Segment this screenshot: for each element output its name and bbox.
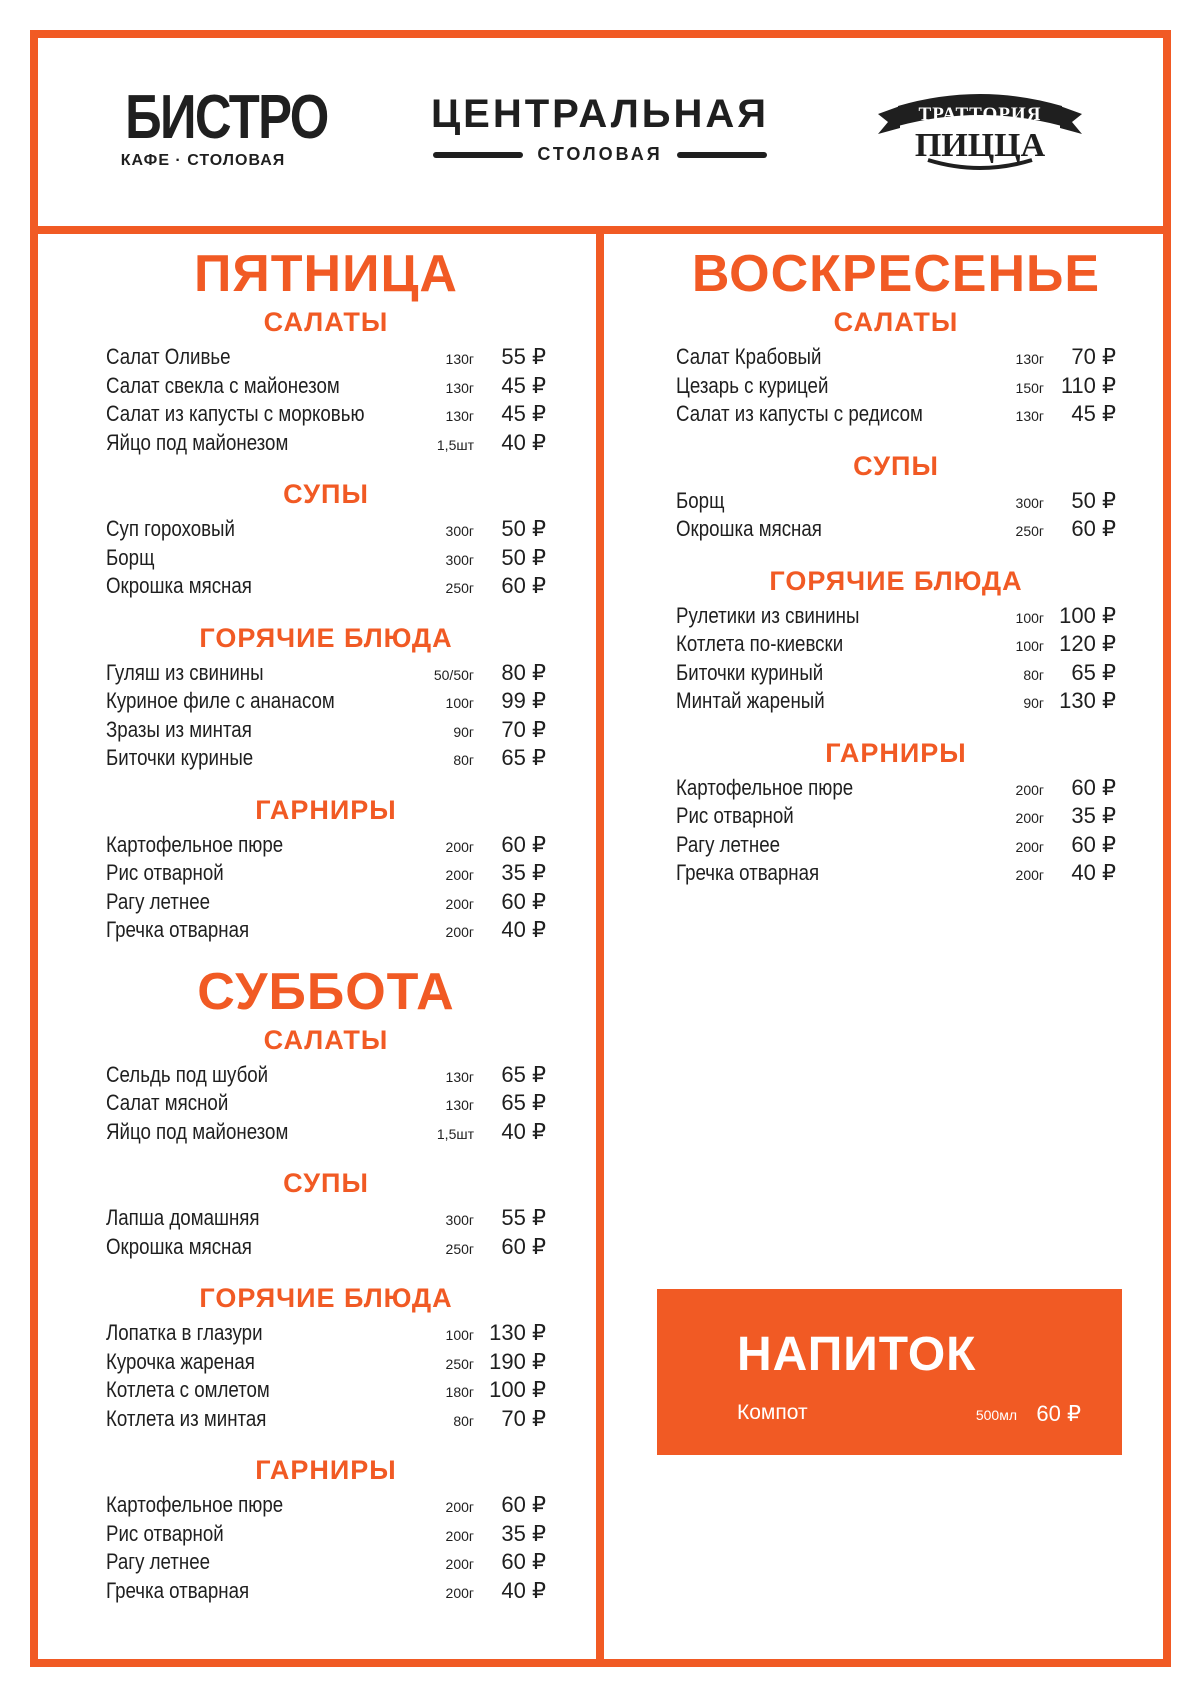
menu-item-price: 120 ₽ [1059,631,1116,656]
menu-item-name: Салат свекла с майонезом [106,372,340,398]
menu-item [106,344,546,373]
menu-item-weight: 130г [445,379,474,396]
menu-item [106,1549,546,1578]
column-divider [596,226,604,1667]
menu-item-price: 40 ₽ [501,1118,546,1144]
menu-item-price: 65 ₽ [501,1061,546,1087]
menu-item-price: 55 ₽ [501,344,546,369]
pizza-logo [870,84,1090,174]
saturday-title: СУББОТА [197,962,455,1021]
menu-item [676,344,1116,373]
menu-item-price: 65 ₽ [501,745,546,770]
menu-item [676,603,1116,632]
menu-item-price: 35 ₽ [501,1520,546,1546]
menu-item [106,573,546,602]
menu-item-name: Курочка жареная [106,1348,255,1374]
menu-item-weight: 300г [445,523,474,539]
menu-item-name: Картофельное пюре [106,1492,284,1517]
menu-item-weight: 90г [1023,695,1044,711]
central-logo-title: ЦЕНТРАЛЬНАЯ [430,92,770,136]
central-logo [410,92,790,165]
menu-item [106,860,546,889]
menu-item-weight: 150г [1015,379,1044,396]
menu-item-price: 70 ₽ [501,1405,546,1431]
menu-item-price: 130 ₽ [1059,688,1116,713]
menu-item-price: 45 ₽ [501,372,546,398]
menu-item-weight: 130г [1015,408,1044,424]
menu-item-name: Котлета из минтая [106,1405,267,1431]
menu-item-price: 130 ₽ [489,1320,546,1345]
menu-item-price: 50 ₽ [501,544,546,570]
sunday-soups-list [676,488,1116,545]
menu-item [106,430,546,459]
friday-soups-title: СУПЫ [283,479,369,509]
friday-hot-list [106,660,546,774]
menu-item [676,516,1116,545]
menu-item-weight: 200г [445,838,474,855]
menu-item-weight: 200г [445,1556,474,1572]
pizza-logo-emblem [870,84,1090,174]
menu-item-price: 60 ₽ [501,831,546,857]
menu-item-name: Рис отварной [106,860,224,885]
menu-item-name: Картофельное пюре [106,831,284,857]
menu-item-weight: 80г [453,1412,474,1429]
saturday-salads-title: САЛАТЫ [263,1024,389,1055]
bistro-logo-title: БИСТРО [125,83,328,152]
menu-item-name: Рис отварной [106,1520,224,1546]
menu-item-name: Гречка отварная [676,860,820,885]
menu-item-price: 60 ₽ [501,573,546,598]
menu-item-name: Салат Крабовый [676,344,822,369]
menu-item-weight: 1,5шт [436,436,474,453]
menu-item [106,1062,546,1091]
menu-item-price: 40 ₽ [501,429,546,455]
menu-item-price: 40 ₽ [501,1577,546,1603]
menu-item [106,373,546,402]
sunday-salads-list [676,344,1116,430]
menu-item-weight: 80г [453,752,474,768]
friday-salads-list [106,344,546,458]
menu-item-weight: 200г [1015,867,1044,883]
saturday-hot-title: ГОРЯЧИЕ БЛЮДА [199,1283,453,1313]
menu-item [106,1119,546,1148]
menu-item-price: 40 ₽ [501,917,546,942]
menu-item-weight: 90г [453,723,474,740]
menu-item-price: 60 ₽ [501,1549,546,1574]
menu-item-weight: 200г [445,1499,474,1515]
menu-item-name: Окрошка мясная [106,573,252,598]
menu-item-weight: 50/50г [433,666,474,683]
menu-item [106,1349,546,1378]
drink-price: 60 ₽ [1036,1401,1081,1426]
menu-item-weight: 80г [1023,666,1044,683]
menu-item [106,1578,546,1607]
menu-item-name: Рис отварной [676,803,794,828]
menu-item-weight: 250г [445,1240,474,1257]
menu-item [106,717,546,746]
menu-item-name: Окрошка мясная [676,516,822,541]
menu-item-name: Салат мясной [106,1090,229,1115]
saturday-sides-title: ГАРНИРЫ [255,1455,397,1485]
saturday-hot-list [106,1320,546,1434]
menu-item-price: 55 ₽ [501,1205,546,1230]
drink-box [657,1289,1122,1455]
menu-item-name: Картофельное пюре [676,774,854,800]
menu-item-name: Гречка отварная [106,917,250,942]
menu-item [676,631,1116,660]
menu-item-name: Салат из капусты с морковью [106,401,365,426]
menu-item-price: 60 ₽ [1071,831,1116,857]
menu-item-weight: 100г [445,1327,474,1343]
menu-item [106,1090,546,1119]
menu-item-weight: 200г [445,895,474,912]
menu-item-weight: 250г [1015,523,1044,539]
menu-item [106,660,546,689]
menu-item-price: 60 ₽ [1071,774,1116,800]
menu-item-price: 190 ₽ [489,1348,546,1374]
sunday-hot-title: ГОРЯЧИЕ БЛЮДА [769,565,1023,596]
menu-item-price: 50 ₽ [501,516,546,541]
bistro-logo [108,83,328,170]
menu-item [676,401,1116,430]
menu-item-name: Салат из капусты с редисом [676,401,923,426]
menu-item-name: Сельдь под шубой [106,1061,269,1087]
menu-item-name: Котлета с омлетом [106,1377,270,1402]
menu-item-name: Борщ [106,544,155,570]
sunday-salads-title: САЛАТЫ [833,307,959,337]
menu-item [106,1492,546,1521]
sunday-title: ВОСКРЕСЕНЬЕ [691,245,1101,303]
menu-item [106,545,546,574]
menu-item [676,775,1116,804]
friday-sides-list [106,832,546,946]
friday-soups-list [106,516,546,602]
menu-item [106,1406,546,1435]
menu-item-weight: 130г [445,351,474,367]
menu-item-weight: 1,5шт [436,1125,474,1142]
menu-item [106,917,546,946]
menu-item-weight: 200г [445,924,474,940]
menu-item-name: Куриное филе с ананасом [106,688,335,713]
menu-item-weight: 130г [1015,351,1044,367]
menu-item-name: Салат Оливье [106,344,231,369]
saturday-sides-list [106,1492,546,1606]
menu-item-price: 35 ₽ [501,860,546,885]
menu-item-price: 50 ₽ [1071,487,1116,513]
menu-item-weight: 200г [445,867,474,883]
menu-item-weight: 200г [445,1584,474,1601]
menu-item-weight: 200г [1015,781,1044,798]
drink-title: НАПИТОК [737,1328,977,1381]
central-logo-bar-left [433,152,523,158]
menu-item [676,373,1116,402]
menu-item [106,1377,546,1406]
menu-item [106,1205,546,1234]
pizza-logo-bottom: ПИЦЦА [914,127,1046,164]
menu-item-name: Минтай жареный [676,688,825,713]
menu-item-name: Котлета по-киевски [676,631,844,656]
menu-item-name: Лапша домашняя [106,1205,260,1230]
menu-item-weight: 200г [1015,838,1044,855]
menu-item [106,688,546,717]
menu-item [106,1320,546,1349]
menu-item-weight: 180г [445,1384,474,1400]
sunday-sides-list [676,775,1116,889]
menu-item-price: 60 ₽ [501,1492,546,1517]
menu-item [676,488,1116,517]
menu-item-name: Яйцо под майонезом [106,429,289,455]
menu-item-name: Цезарь с курицей [676,372,829,398]
menu-item-weight: 100г [1015,609,1044,626]
central-logo-bar-right [677,152,767,158]
menu-item-price: 45 ₽ [1071,401,1116,426]
friday-hot-title: ГОРЯЧИЕ БЛЮДА [199,622,453,653]
menu-item-weight: 200г [445,1527,474,1544]
menu-item-price: 40 ₽ [1071,860,1116,885]
saturday-soups-list [106,1205,546,1262]
friday-salads-title: САЛАТЫ [263,307,389,337]
menu-item-name: Гречка отварная [106,1577,250,1603]
menu-item-price: 35 ₽ [1071,803,1116,828]
menu-item-weight: 200г [1015,810,1044,826]
drink-name: Компот [737,1401,808,1424]
central-logo-subrow [410,144,790,165]
saturday-soups-title: СУПЫ [283,1168,369,1198]
menu-item [106,889,546,918]
menu-item-price: 60 ₽ [501,888,546,914]
menu-item-price: 45 ₽ [501,401,546,426]
friday-sides-title: ГАРНИРЫ [255,794,397,825]
menu-item [676,660,1116,689]
menu-item-price: 99 ₽ [501,688,546,713]
menu-item [106,1521,546,1550]
menu-item [676,832,1116,861]
menu-item [106,832,546,861]
bistro-logo-subtitle: КАФЕ · СТОЛОВАЯ [120,152,286,169]
menu-item-name: Зразы из минтая [106,716,252,742]
menu-item-name: Рагу летнее [106,1549,211,1574]
menu-item-price: 70 ₽ [1071,344,1116,369]
menu-item [106,516,546,545]
menu-item-weight: 130г [445,1097,474,1113]
friday-title: ПЯТНИЦА [194,245,458,303]
menu-item-weight: 300г [445,1212,474,1228]
menu-item-weight: 250г [445,580,474,596]
menu-item-weight: 100г [1015,638,1044,654]
sunday-hot-list [676,603,1116,717]
menu-item-price: 60 ₽ [501,1233,546,1259]
menu-item-name: Биточки куриный [676,659,824,685]
menu-item-weight: 300г [1015,494,1044,511]
menu-item-price: 110 ₽ [1060,372,1116,398]
menu-item [676,803,1116,832]
drink-weight: 500мл [975,1407,1017,1423]
menu-item-weight: 100г [445,695,474,711]
menu-item-name: Борщ [676,487,725,513]
menu-item-name: Рагу летнее [106,888,211,914]
menu-item-weight: 250г [445,1355,474,1372]
menu-item-price: 80 ₽ [501,659,546,685]
menu-item [106,1234,546,1263]
right-column [676,240,1116,907]
menu-item-weight: 130г [445,408,474,424]
menu-item-weight: 130г [445,1068,474,1085]
menu-item-name: Гуляш из свинины [106,659,264,685]
menu-item-price: 60 ₽ [1071,516,1116,541]
central-logo-subtitle: СТОЛОВАЯ [537,144,663,164]
menu-item-name: Суп гороховый [106,516,235,541]
menu-item-price: 65 ₽ [1071,659,1116,685]
menu-item-name: Биточки куриные [106,745,254,770]
sunday-soups-title: СУПЫ [853,450,939,481]
menu-item-price: 100 ₽ [489,1377,546,1402]
menu-item-price: 100 ₽ [1059,602,1116,628]
menu-item [676,688,1116,717]
menu-item-name: Яйцо под майонезом [106,1118,289,1144]
menu-item-price: 65 ₽ [501,1090,546,1115]
menu-item-name: Рулетики из свинины [676,602,860,628]
left-column [106,240,546,1624]
menu-item-name: Лопатка в глазури [106,1320,263,1345]
sunday-sides-title: ГАРНИРЫ [825,737,967,768]
menu-item-name: Рагу летнее [676,831,781,857]
menu-item [106,401,546,430]
menu-item [676,860,1116,889]
menu-item [106,745,546,774]
menu-item-price: 70 ₽ [501,716,546,742]
saturday-salads-list [106,1062,546,1148]
menu-item-name: Окрошка мясная [106,1233,252,1259]
menu-item-weight: 300г [445,551,474,568]
pizza-logo-top: ТРАТТОРИЯ [918,104,1042,125]
